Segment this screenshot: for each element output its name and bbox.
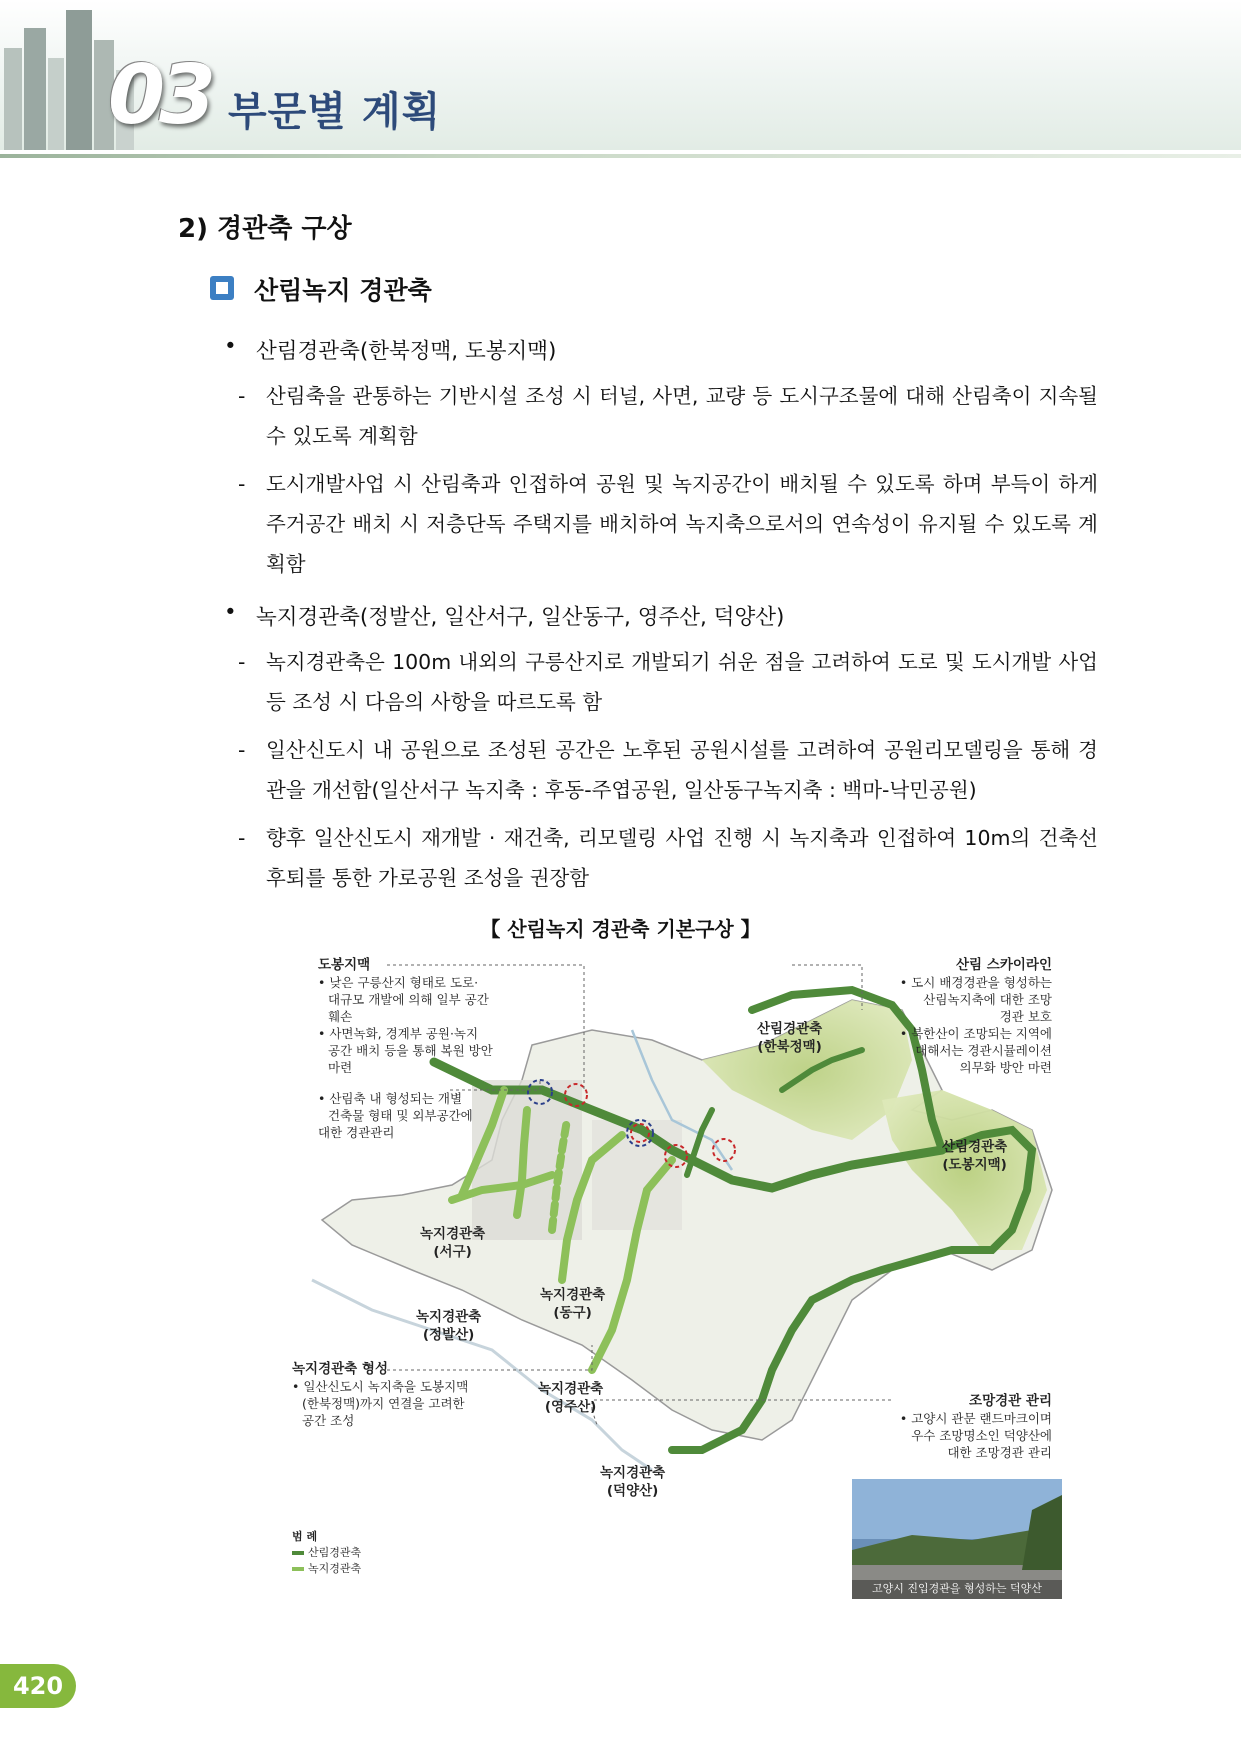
note-line: 공간 조성: [302, 1413, 355, 1428]
label-text: 녹지경관축: [540, 1287, 606, 1303]
dash-text: 일산신도시 내 공원으로 조성된 공간은 노후된 공원시설를 고려하여 공원리모델링을 통해 경관을 개선함(일산서구 녹지축 : 후동-주엽공원, 일산동구녹지축 : 백마-낙민공원): [266, 738, 1098, 802]
note-skyline-heading: 산림 스카이라인: [956, 957, 1052, 973]
label-subtext: (정발산): [422, 1327, 475, 1343]
subsection-title: [210, 271, 432, 307]
note-line: • 산림축 내 형성되는 개별: [318, 1091, 463, 1106]
label-yeongju: [538, 1380, 603, 1416]
note-line: 산림녹지축에 대한 조망: [923, 992, 1052, 1007]
dash-text: 향후 일산신도시 재개발 · 재건축, 리모델링 사업 진행 시 녹지축과 인접하여 10m의 건축선 후퇴를 통한 가로공원 조성을 권장함: [266, 826, 1098, 890]
label-text: 녹지경관축: [600, 1465, 666, 1481]
label-subtext: (서구): [433, 1244, 472, 1260]
note-line: 의무화 방안 마련: [959, 1060, 1052, 1075]
label-subtext: (도봉지맥): [942, 1157, 1007, 1173]
subsection-title-text: 산림녹지 경관축: [254, 276, 432, 305]
dash-item: - 도시개발사업 시 산림축과 인접하여 공원 및 녹지공간이 배치될 수 있도록 하며 부득이 하게 주거공간 배치 시 저층단독 주택지를 배치하여 녹지축으로서의 연속성이 유지될 수 있도록 계획함: [238, 464, 1098, 584]
note-skyline: [872, 956, 1052, 1076]
bullet-item: [226, 334, 556, 365]
note-line: (한북정맥)까지 연결을 고려한: [302, 1396, 465, 1411]
bullet-text: 녹지경관축(정발산, 일산서구, 일산동구, 영주산, 덕양산): [256, 605, 785, 630]
label-text: 녹지경관축: [420, 1226, 486, 1242]
photo-caption: 고양시 진입경관을 형성하는 덕양산: [872, 1582, 1042, 1595]
chapter-title: 부문별 계획: [228, 89, 442, 135]
note-view-management: [872, 1392, 1052, 1461]
legend: [292, 1528, 317, 1545]
note-line: • 사면녹화, 경계부 공원·녹지: [318, 1026, 479, 1041]
note-green-formation: [292, 1360, 492, 1429]
note-dobong: [318, 956, 508, 1076]
note-line: 경관 보호: [999, 1009, 1052, 1024]
label-subtext: (덕양산): [606, 1483, 659, 1499]
dash-text: 녹지경관축은 100m 내외의 구릉산지로 개발되기 쉬운 점을 고려하여 도로 및 도시개발 사업 등 조성 시 다음의 사항을 따르도록 함: [266, 650, 1098, 714]
note-line: 우수 조망명소인 덕양산에: [911, 1428, 1052, 1443]
label-jeongbal: [416, 1308, 481, 1344]
label-subtext: (동구): [553, 1305, 592, 1321]
figure-title: 【 산림녹지 경관축 기본구상 】: [480, 917, 761, 941]
label-seogu: [420, 1225, 485, 1261]
header-divider: [0, 154, 1241, 158]
label-text: 산림경관축: [757, 1021, 823, 1037]
note-line: • 고양시 관문 랜드마크이며: [899, 1411, 1052, 1426]
note-line: • 북한산이 조망되는 지역에: [899, 1026, 1052, 1041]
dash-text: 도시개발사업 시 산림축과 인접하여 공원 및 녹지공간이 배치될 수 있도록 하며 부득이 하게 주거공간 배치 시 저층단독 주택지를 배치하여 녹지축으로서의 연속성이 유지될 수 있도록 계획함: [266, 472, 1098, 576]
note-line: • 도시 배경경관을 형성하는: [899, 975, 1052, 990]
note-line: • 낮은 구릉산지 형태로 도로·: [318, 975, 479, 990]
bullet-item: [226, 600, 784, 631]
note-line: 대규모 개발에 의해 일부 공간: [328, 992, 489, 1007]
label-subtext: (한북정맥): [757, 1039, 822, 1055]
note-line: 건축물 형태 및 외부공간에: [328, 1108, 473, 1123]
note-dobong-heading: 도봉지맥: [318, 957, 371, 973]
label-hanbuk: [757, 1020, 822, 1056]
dash-item: - 향후 일산신도시 재개발 · 재건축, 리모델링 사업 진행 시 녹지축과 인접하여 10m의 건축선 후퇴를 통한 가로공원 조성을 권장함: [238, 818, 1098, 898]
note-line: 마련: [328, 1060, 353, 1075]
legend-title: 범 례: [292, 1530, 318, 1543]
dash-text: 산림축을 관통하는 기반시설 조성 시 터널, 사면, 교량 등 도시구조물에 대해 산림축이 지속될 수 있도록 계획함: [266, 384, 1098, 448]
bullet-text: 산림경관축(한북정맥, 도봉지맥): [256, 339, 557, 364]
label-text: 녹지경관축: [416, 1309, 482, 1325]
label-text: 산림경관축: [942, 1139, 1008, 1155]
section-title: 2) 경관축 구상: [178, 214, 352, 244]
note-line: 대한 경관관리: [318, 1125, 395, 1140]
chapter-number: 03: [108, 48, 211, 143]
dash-item: - 일산신도시 내 공원으로 조성된 공간은 노후된 공원시설를 고려하여 공원리모델링을 통해 경관을 개선함(일산서구 녹지축 : 후동-주엽공원, 일산동구녹지축 : 백마-낙민공원): [238, 730, 1098, 810]
note-view-heading: 조망경관 관리: [969, 1393, 1052, 1409]
page-header: [0, 0, 1241, 160]
label-deokyang: [600, 1464, 665, 1500]
note-green-heading: 녹지경관축 형성: [292, 1361, 388, 1377]
dash-item: - 녹지경관축은 100m 내외의 구릉산지로 개발되기 쉬운 점을 고려하여 도로 및 도시개발 사업 등 조성 시 다음의 사항을 따르도록 함: [238, 642, 1098, 722]
note-line: 훼손: [328, 1009, 353, 1024]
note-line: 공간 배치 등을 통해 복원 방안: [328, 1043, 493, 1058]
label-text: 녹지경관축: [538, 1381, 604, 1397]
note-line: 대한 조망경관 관리: [947, 1445, 1052, 1460]
label-subtext: (영주산): [544, 1399, 597, 1415]
legend-forest: 산림경관축: [308, 1546, 362, 1559]
legend-green: 녹지경관축: [308, 1562, 362, 1575]
note-line: 대해서는 경관시뮬레이션: [915, 1043, 1052, 1058]
label-donggu: [540, 1286, 605, 1322]
page-number: 420: [0, 1664, 76, 1708]
label-dobong: [942, 1138, 1007, 1174]
note-line: • 일산신도시 녹지축을 도봉지맥: [292, 1379, 469, 1394]
landscape-axis-map: [292, 950, 1062, 1610]
dash-item: - 산림축을 관통하는 기반시설 조성 시 터널, 사면, 교량 등 도시구조물에 대해 산림축이 지속될 수 있도록 계획함: [238, 376, 1098, 456]
note-inner-management: [318, 1090, 488, 1141]
